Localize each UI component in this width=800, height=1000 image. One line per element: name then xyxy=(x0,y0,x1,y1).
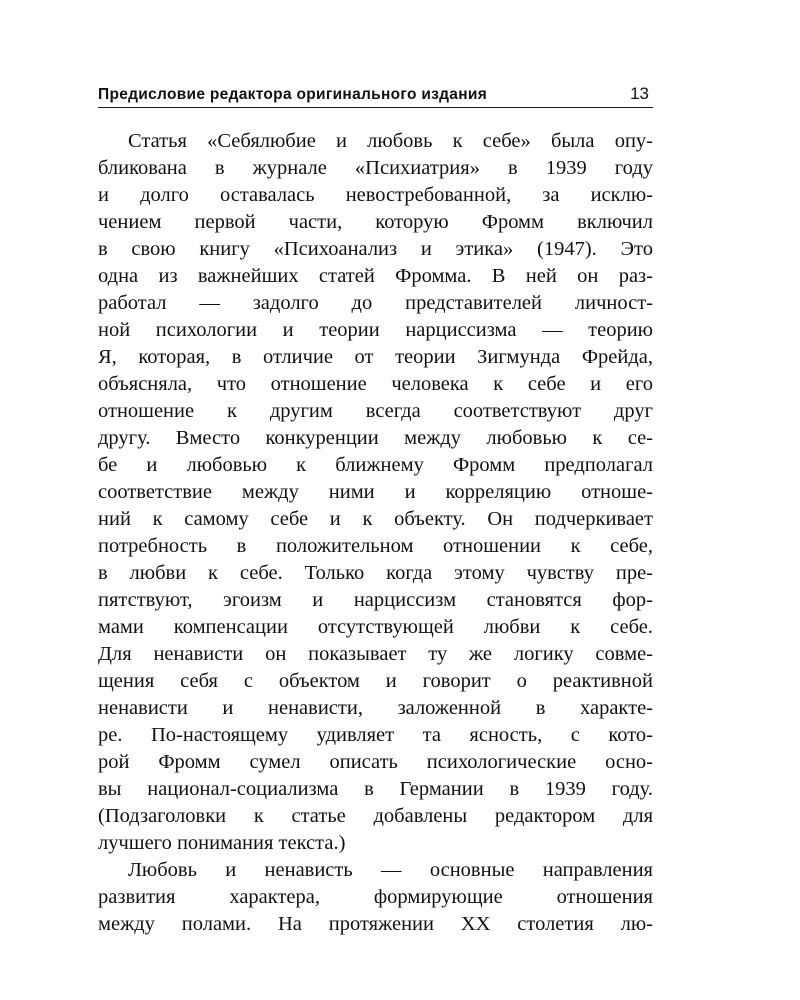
running-head-title: Предисловие редактора оригинального издания xyxy=(98,86,488,103)
text-line: бе и любовью к ближнему Фромм предполагал xyxy=(98,454,653,476)
text-line: между полами. На протяжении XX столетия лю- xyxy=(98,913,653,935)
text-line: бликована в журнале «Психиатрия» в 1939 году xyxy=(98,157,653,179)
text-line: Любовь и ненависть — основные направления xyxy=(128,859,653,881)
page-number: 13 xyxy=(630,84,649,103)
text-line: ненависти и ненависти, заложенной в характе- xyxy=(98,697,653,719)
text-line: ре. По-настоящему удивляет та ясность, с кото- xyxy=(98,724,653,746)
text-line: чением первой части, которую Фромм включил xyxy=(98,211,653,233)
text-line: Статья «Себялюбие и любовь к себе» была опу- xyxy=(128,130,653,152)
text-line: щения себя с объектом и говорит о реактивной xyxy=(98,670,653,692)
text-line: объясняла, что отношение человека к себе и его xyxy=(98,373,653,395)
paragraph-1 xyxy=(98,128,653,857)
text-line: пятствуют, эгоизм и нарциссизм становятся фор- xyxy=(98,589,653,611)
text-line: отношение к другим всегда соответствуют друг xyxy=(98,400,653,422)
running-head xyxy=(98,84,653,108)
text-line: в свою книгу «Психоанализ и этика» (1947). Это xyxy=(98,238,653,260)
text-line: ний к самому себе и к объекту. Он подчеркивает xyxy=(98,508,653,530)
text-line: соответствие между ними и корреляцию отноше- xyxy=(98,481,653,503)
text-line: и долго оставалась невостребованной, за исклю- xyxy=(98,184,653,206)
text-line: развития характера, формирующие отношения xyxy=(98,886,653,908)
paragraph-2 xyxy=(98,857,653,938)
text-line: мами компенсации отсутствующей любви к себе. xyxy=(98,616,653,638)
body-text xyxy=(98,128,653,938)
text-line: Для ненависти он показывает ту же логику совме- xyxy=(98,643,653,665)
text-line: ной психологии и теории нарциссизма — теорию xyxy=(98,319,653,341)
text-line: работал — задолго до представителей личност- xyxy=(98,292,653,314)
text-line: другу. Вместо конкуренции между любовью к се- xyxy=(98,427,653,449)
text-line: в любви к себе. Только когда этому чувству пре- xyxy=(98,562,653,584)
text-line: рой Фромм сумел описать психологические осно- xyxy=(98,751,653,773)
text-line: лучшего понимания текста.) xyxy=(98,832,346,854)
text-line: одна из важнейших статей Фромма. В ней он раз- xyxy=(98,265,653,287)
text-line: (Подзаголовки к статье добавлены редактором для xyxy=(98,805,653,827)
text-line: потребность в положительном отношении к себе, xyxy=(98,535,653,557)
text-line: Я, которая, в отличие от теории Зигмунда Фрейда, xyxy=(98,346,653,368)
text-line: вы национал-социализма в Германии в 1939 году. xyxy=(98,778,653,800)
